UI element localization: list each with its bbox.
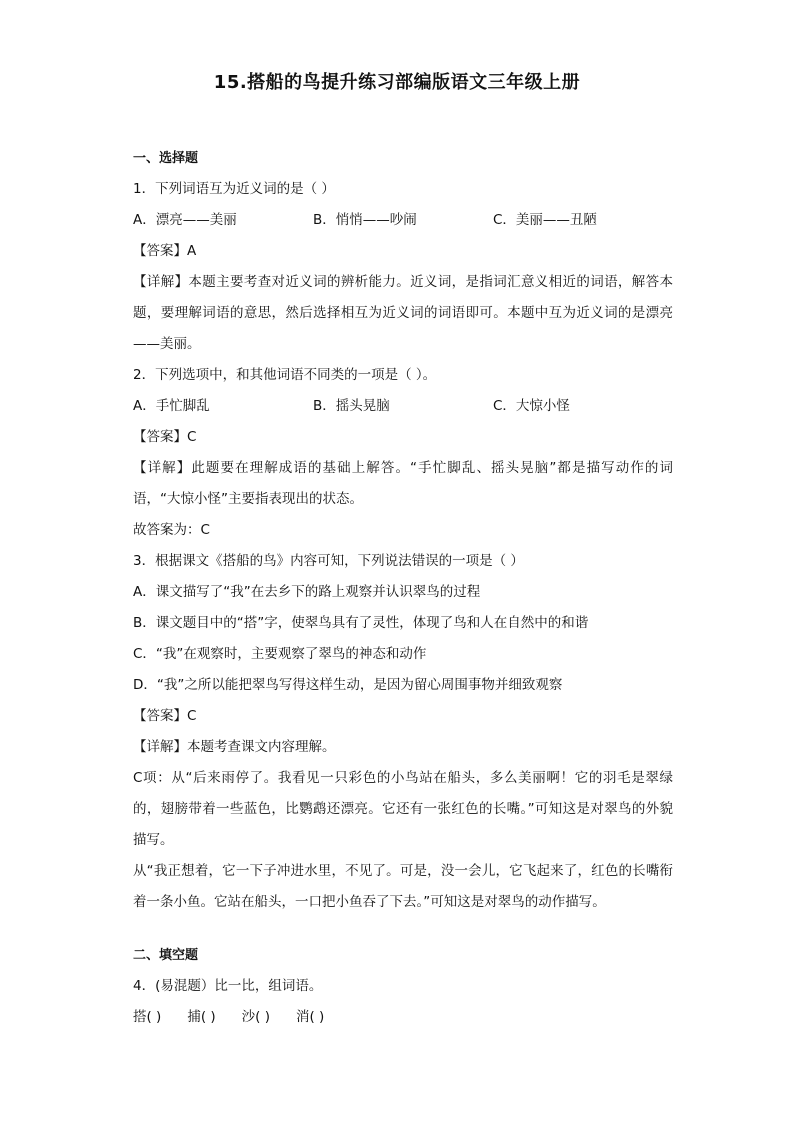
option-b: B．课文题目中的“搭”字，使翠鸟具有了灵性，体现了鸟和人在自然中的和谐 — [133, 615, 589, 631]
answer-3: 【答案】C — [133, 708, 197, 724]
option-b: B．摇头晃脑 — [313, 398, 390, 414]
detail-3: 【详解】本题考查课文内容理解。 — [133, 739, 336, 755]
conclusion-2: 故答案为：C — [133, 522, 210, 538]
option-d: D．“我”之所以能把翠鸟写得这样生动，是因为留心周围事物并细致观察 — [133, 677, 563, 693]
option-b: B．悄悄——吵闹 — [313, 212, 417, 228]
document-content — [133, 143, 673, 1033]
blank-sha: 沙( ) — [241, 1009, 270, 1025]
question-3: 3．根据课文《搭船的鸟》内容可知，下列说法错误的一项是（ ） — [133, 553, 524, 569]
section-heading-fill: 二、填空题 — [133, 948, 199, 963]
question-2: 2．下列选项中，和其他词语不同类的一项是（ ）。 — [133, 367, 437, 383]
detail-1: 【详解】本题主要考查对近义词的辨析能力。近义词，是指词汇意义相近的词语，解答本题，要理解词语的意思，然后选择相互为近义词的词语即可。本题中互为近义词的是漂亮——美丽。 — [133, 274, 673, 352]
option-c: C．大惊小怪 — [493, 398, 570, 414]
question-1-options — [133, 205, 673, 236]
option-a: A．漂亮——美丽 — [133, 212, 237, 228]
question-4: 4．(易混题）比一比，组词语。 — [133, 978, 323, 994]
blank-da: 搭( ) — [133, 1009, 162, 1025]
question-2-options — [133, 391, 673, 422]
explanation-3-action: 从“我正想着，它一下子冲进水里，不见了。可是，没一会儿，它飞起来了，红色的长嘴衔着一条小鱼。它站在船头，一口把小鱼吞了下去。”可知这是对翠鸟的动作描写。 — [133, 863, 673, 910]
blank-bu: 捕( ) — [187, 1009, 216, 1025]
option-c: C．美丽——丑陋 — [493, 212, 597, 228]
option-a: A．手忙脚乱 — [133, 398, 210, 414]
explanation-3-c: C项：从“后来雨停了。我看见一只彩色的小鸟站在船头，多么美丽啊！它的羽毛是翠绿的，翅膀带着一些蓝色，比鹦鹉还漂亮。它还有一张红色的长嘴。”可知这是对翠鸟的外貌描写。 — [133, 770, 673, 848]
section-heading-choice: 一、选择题 — [133, 151, 199, 166]
question-4-blanks — [133, 1002, 673, 1033]
option-c: C．“我”在观察时，主要观察了翠鸟的神态和动作 — [133, 646, 427, 662]
question-1: 1．下列词语互为近义词的是（ ） — [133, 181, 335, 197]
answer-2: 【答案】C — [133, 429, 197, 445]
answer-1: 【答案】A — [133, 243, 197, 259]
option-a: A．课文描写了“我”在去乡下的路上观察并认识翠鸟的过程 — [133, 584, 481, 600]
document-title: 15.搭船的鸟提升练习部编版语文三年级上册 — [213, 72, 581, 93]
blank-xiao: 消( ) — [295, 1009, 325, 1025]
detail-2: 【详解】此题要在理解成语的基础上解答。“手忙脚乱、摇头晃脑”都是描写动作的词语，“大惊小怪”主要指表现出的状态。 — [133, 460, 673, 507]
